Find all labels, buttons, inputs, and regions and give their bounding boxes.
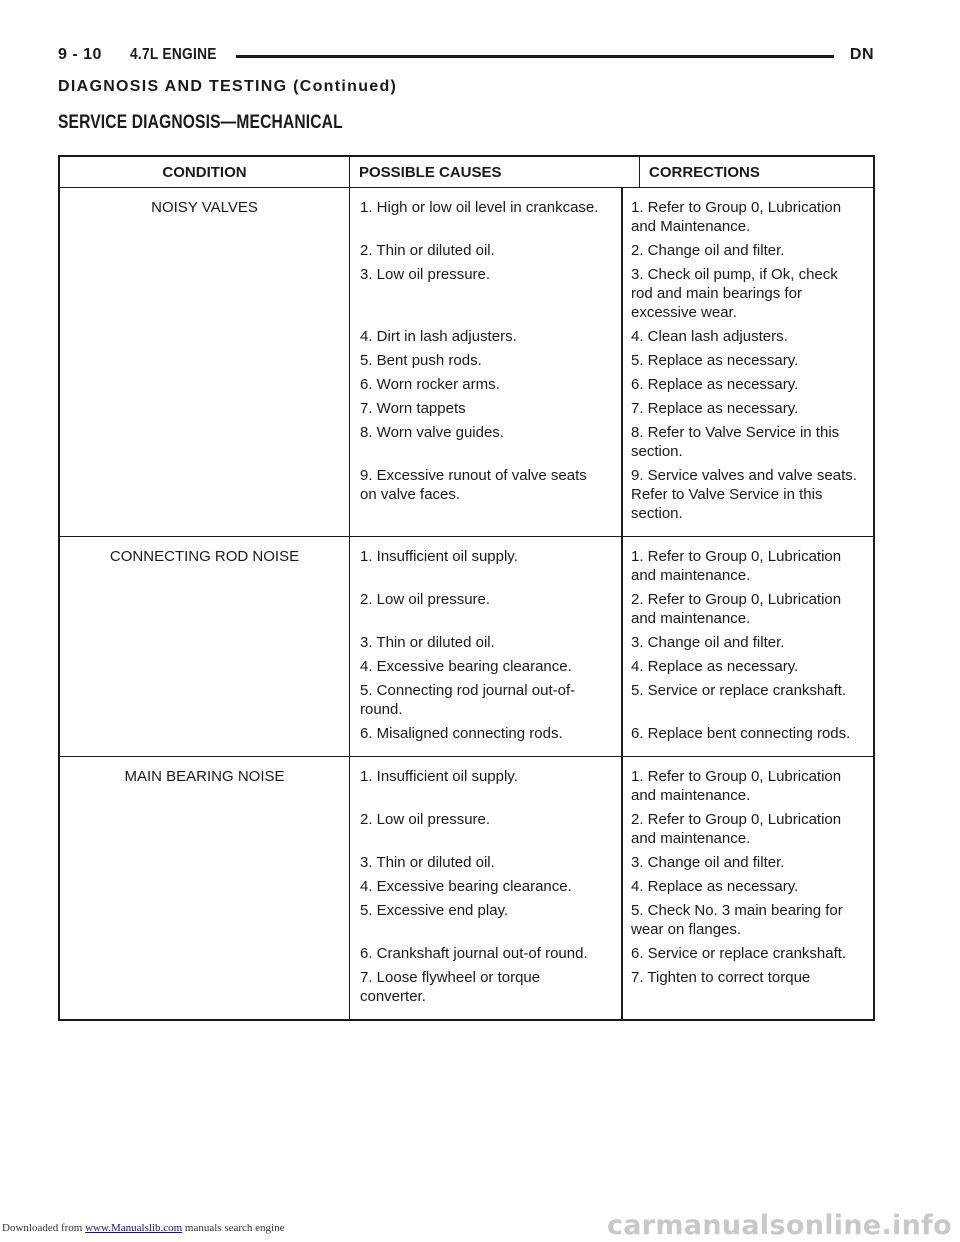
page-footer (2, 1222, 284, 1234)
correction-text: 6. Service or replace crankshaft. (631, 945, 847, 962)
header-rule (236, 55, 834, 58)
causes-corrections-cell (350, 757, 875, 1021)
list-item (350, 724, 865, 743)
condition-cell: MAIN BEARING NOISE (59, 757, 350, 1021)
causes-corrections-cell (350, 188, 875, 537)
cause-text: 8. Worn valve guides. (360, 424, 504, 441)
cause-text: 1. High or low oil level in crankcase. (360, 199, 599, 216)
column-header-causes: POSSIBLE CAUSES (350, 156, 640, 188)
cause-text: 7. Worn tappets (360, 400, 466, 417)
correction-text: 6. Replace bent connecting rods. (631, 725, 851, 742)
page-number: 9 - 10 (58, 46, 102, 63)
correction-text: 4. Replace as necessary. (631, 878, 799, 895)
list-item (350, 423, 865, 461)
cause-text: 6. Misaligned connecting rods. (360, 725, 563, 742)
list-item (350, 968, 865, 1006)
correction-text: 5. Service or replace crankshaft. (631, 682, 847, 699)
list-item (350, 375, 865, 394)
list-item (350, 399, 865, 418)
correction-text: 5. Check No. 3 main bearing for wear on flanges. (631, 902, 843, 938)
column-header-condition: CONDITION (59, 156, 350, 188)
list-item (350, 547, 865, 585)
list-item (350, 327, 865, 346)
column-divider (621, 537, 623, 756)
correction-text: 7. Replace as necessary. (631, 400, 799, 417)
footer-link[interactable]: www.Manualslib.com (85, 1222, 183, 1234)
watermark: carmanualsonline.info (606, 1210, 952, 1241)
correction-text: 1. Refer to Group 0, Lubrication and maintenance. (631, 548, 842, 584)
cause-text: 2. Low oil pressure. (360, 591, 491, 608)
correction-text: 2. Change oil and filter. (631, 242, 785, 259)
correction-text: 1. Refer to Group 0, Lubrication and maintenance. (631, 768, 842, 804)
section-name: 4.7L ENGINE (130, 46, 217, 63)
table-row (59, 757, 874, 1021)
cause-text: 4. Excessive bearing clearance. (360, 878, 572, 895)
condition-cell: CONNECTING ROD NOISE (59, 537, 350, 757)
page-title: SERVICE DIAGNOSIS—MECHANICAL (58, 112, 343, 133)
list-item (350, 198, 865, 236)
footer-suffix: manuals search engine (184, 1222, 285, 1234)
model-code: DN (849, 46, 874, 63)
correction-text: 4. Clean lash adjusters. (631, 328, 788, 345)
list-item (350, 590, 865, 628)
table-header-row (59, 156, 874, 188)
table-row (59, 537, 874, 757)
cause-text: 2. Thin or diluted oil. (360, 242, 495, 259)
list-item (350, 901, 865, 939)
cause-text: 6. Worn rocker arms. (360, 376, 500, 393)
column-divider (621, 757, 623, 1019)
list-item (350, 351, 865, 370)
footer-prefix: Downloaded from (2, 1222, 83, 1234)
condition-cell: NOISY VALVES (59, 188, 350, 537)
list-item (350, 877, 865, 896)
cause-text: 9. Excessive runout of valve seats on valve faces. (360, 467, 587, 503)
list-item (350, 944, 865, 963)
list-item (350, 810, 865, 848)
correction-text: 4. Replace as necessary. (631, 658, 799, 675)
correction-text: 3. Change oil and filter. (631, 854, 785, 871)
list-item (350, 633, 865, 652)
cause-text: 4. Dirt in lash adjusters. (360, 328, 517, 345)
section-subheading: DIAGNOSIS AND TESTING (Continued) (58, 78, 398, 95)
table-row (59, 188, 874, 537)
correction-text: 3. Check oil pump, if Ok, check rod and main bearings for excessive wear. (631, 266, 838, 321)
cause-text: 3. Low oil pressure. (360, 266, 491, 283)
correction-text: 2. Refer to Group 0, Lubrication and maintenance. (631, 811, 842, 847)
cause-text: 4. Excessive bearing clearance. (360, 658, 572, 675)
cause-text: 5. Bent push rods. (360, 352, 482, 369)
cause-text: 2. Low oil pressure. (360, 811, 491, 828)
column-header-corrections: CORRECTIONS (640, 156, 875, 188)
list-item (350, 265, 865, 322)
correction-text: 1. Refer to Group 0, Lubrication and Maintenance. (631, 199, 842, 235)
correction-text: 2. Refer to Group 0, Lubrication and maintenance. (631, 591, 842, 627)
list-item (350, 767, 865, 805)
causes-corrections-cell (350, 537, 875, 757)
correction-text: 6. Replace as necessary. (631, 376, 799, 393)
correction-text: 9. Service valves and valve seats. Refer to Valve Service in this section. (631, 467, 857, 522)
list-item (350, 657, 865, 676)
cause-text: 5. Excessive end play. (360, 902, 509, 919)
list-item (350, 466, 865, 523)
correction-text: 8. Refer to Valve Service in this section. (631, 424, 840, 460)
cause-text: 3. Thin or diluted oil. (360, 854, 495, 871)
cause-text: 3. Thin or diluted oil. (360, 634, 495, 651)
cause-text: 7. Loose flywheel or torque converter. (360, 969, 541, 1005)
column-divider (621, 188, 623, 536)
list-item (350, 681, 865, 719)
table-body (59, 188, 874, 1021)
cause-text: 1. Insufficient oil supply. (360, 548, 518, 565)
page-header (58, 44, 874, 68)
list-item (350, 241, 865, 260)
cause-text: 1. Insufficient oil supply. (360, 768, 518, 785)
correction-text: 5. Replace as necessary. (631, 352, 799, 369)
correction-text: 3. Change oil and filter. (631, 634, 785, 651)
diagnosis-table (58, 155, 875, 1021)
cause-text: 5. Connecting rod journal out-of-round. (360, 682, 576, 718)
list-item (350, 853, 865, 872)
correction-text: 7. Tighten to correct torque (631, 969, 811, 986)
cause-text: 6. Crankshaft journal out-of round. (360, 945, 588, 962)
